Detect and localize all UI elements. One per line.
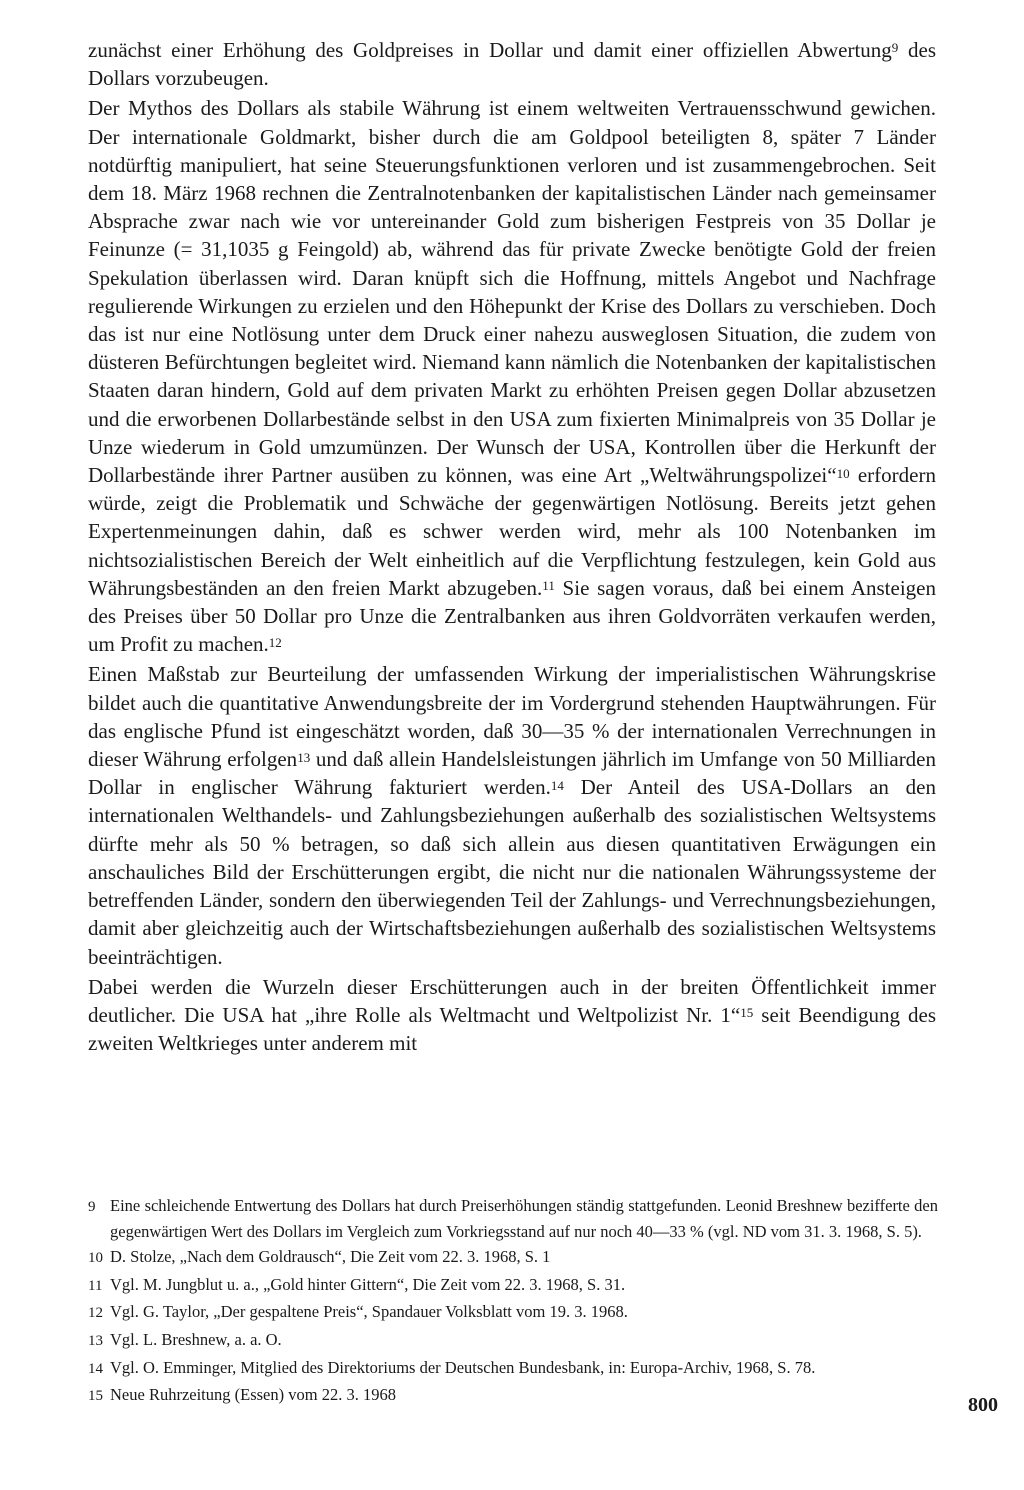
footnote-reference: 9 xyxy=(891,40,899,56)
paragraph xyxy=(88,660,936,970)
text-segment: Dabei werden die Wurzeln dieser Erschütterungen auch in der breiten Öffentlichkeit immer deutlicher. Die USA hat „ihre Rolle als Weltmacht und Weltpolizist Nr. 1“ xyxy=(88,974,936,1027)
footnote-text: Vgl. M. Jungblut u. a., „Gold hinter Gittern“, Die Zeit vom 22. 3. 1968, S. 31. xyxy=(110,1274,626,1294)
footnote-text: Vgl. O. Emminger, Mitglied des Direktoriums der Deutschen Bundesbank, in: Europa-Archiv, 1968, S. 78. xyxy=(110,1357,816,1377)
text-segment: Sie sagen voraus, daß bei einem Ansteigen des Preises über 50 Dollar pro Unze die Zentralbanken aus ihren Goldvorräten verkaufen werden, um Profit zu machen. xyxy=(88,575,936,657)
footnote-text: D. Stolze, „Nach dem Goldrausch“, Die Zeit vom 22. 3. 1968, S. 1 xyxy=(110,1247,551,1267)
footnote xyxy=(88,1356,938,1382)
footnote xyxy=(88,1383,938,1409)
footnote-reference: 12 xyxy=(268,634,282,650)
footnote-number: 9 xyxy=(88,1199,96,1215)
text-segment: Der Anteil des USA-Dollars an den internationalen Welthandels- und Zahlungsbeziehungen außerhalb des sozialistischen Weltsystems dürfte mehr als 50 % betragen, so daß sich allein aus diesen quantitativen Erwägungen ein anschauliches Bild der Erschütterungen ergibt, die nicht nur die nationalen Währungssysteme der betreffenden Länder, sondern den überwiegenden Teil der Zahlungs- und Verrechnungsbeziehungen, damit aber gleichzeitig auch der Wirtschaftsbeziehungen außerhalb des sozialistischen Weltsystems beeinträchtigen. xyxy=(88,775,936,969)
footnote xyxy=(88,1300,938,1326)
footnote xyxy=(88,1328,938,1354)
footnote-number: 12 xyxy=(88,1305,103,1322)
text-segment: zunächst einer Erhöhung des Goldpreises in Dollar und damit einer offiziellen Abwertung xyxy=(88,38,892,62)
footnote xyxy=(88,1245,938,1271)
main-text xyxy=(88,36,936,1059)
footnote-text: Vgl. L. Breshnew, a. a. O. xyxy=(110,1329,282,1349)
footnote-number: 11 xyxy=(88,1277,103,1294)
text-segment: seit Beendigung des zweiten Weltkrieges unter anderem mit xyxy=(88,1002,937,1056)
paragraph xyxy=(88,973,936,1058)
footnote-number: 14 xyxy=(88,1360,103,1377)
footnote-reference: 14 xyxy=(550,777,564,793)
footnote-number: 15 xyxy=(88,1388,103,1405)
footnote-number: 13 xyxy=(88,1332,103,1349)
footnote-reference: 10 xyxy=(836,465,850,481)
text-segment: und daß allein Handelsleistungen jährlich im Umfange von 50 Milliarden Dollar in englischer Währung fakturiert werden. xyxy=(88,747,937,800)
text-segment: des Dollars vorzubeugen. xyxy=(88,38,936,91)
footnote-reference: 11 xyxy=(542,578,555,594)
page-number: 800 xyxy=(968,1394,998,1416)
text-segment: Der Mythos des Dollars als stabile Währung ist einem weltweiten Vertrauensschwund gewichen. Der internationale Goldmarkt, bisher durch die am Goldpool beteiligten 8, später 7 Länder notdürftig manipuliert, hat seine Steuerungsfunktionen verloren und ist zusammengebrochen. Seit dem 18. März 1968 rechnen die Zentralnotenbanken der kapitalistischen Länder nach gemeinsamer Absprache zwar nach wie vor untereinander Gold zum bisherigen Festpreis von 35 Dollar je Feinunze (= 31,1035 g Feingold) ab, während das für private Zwecke benötigte Gold der freien Spekulation überlassen wird. Daran knüpft sich die Hoffnung, mittels Angebot und Nachfrage regulierende Wirkungen zu erzielen und den Höhepunkt der Krise des Dollars zu verschieben. Doch das ist nur eine Notlösung unter dem Druck einer nahezu ausweglosen Situation, die zudem von düsteren Befürchtungen begleitet wird. Niemand kann nämlich die Notenbanken der kapitalistischen Staaten daran hindern, Gold auf dem privaten Markt zu erhöhten Preisen gegen Dollar abzusetzen und die erworbenen Dollarbestände selbst in den USA zum fixierten Minimalpreis von 35 Dollar je Unze wiederum in Gold umzumünzen. Der Wunsch der USA, Kontrollen über die Herkunft der Dollarbestände ihrer Partner ausüben zu können, was eine Art „Weltwährungspolizei“ xyxy=(88,96,936,488)
footnote-text: Eine schleichende Entwertung des Dollars hat durch Preiserhöhungen ständig stattgefunden. Leonid Breshnew bezifferte den gegenwärtigen Wert des Dollars im Vergleich zum Vorkriegsstand auf nur noch 40—33 % (vgl. ND vom 31. 3. 1968, S. 5). xyxy=(110,1196,938,1241)
footnote-text: Vgl. G. Taylor, „Der gespaltene Preis“, Spandauer Volksblatt vom 19. 3. 1968. xyxy=(110,1302,628,1322)
footnote xyxy=(88,1273,938,1299)
footnote-reference: 13 xyxy=(297,749,311,765)
paragraph xyxy=(88,94,936,658)
footnote-text: Neue Ruhrzeitung (Essen) vom 22. 3. 1968 xyxy=(110,1385,396,1405)
footnote xyxy=(88,1194,938,1243)
text-segment: Einen Maßstab zur Beurteilung der umfassenden Wirkung der imperialistischen Währungskrise bildet auch die quantitative Anwendungsbreite der im Vordergrund stehenden Hauptwährungen. Für das englische Pfund ist eingeschätzt worden, daß 30—35 % der internationalen Verrechnungen in dieser Währung erfolgen xyxy=(88,662,936,772)
text-segment: erfordern würde, zeigt die Problematik und Schwäche der gegenwärtigen Notlösung. Bereits jetzt gehen Expertenmeinungen dahin, daß es schwer werden wird, mehr als 100 Notenbanken im nichtsozialistischen Bereich der Welt einheitlich auf die Verpflichtung festzulegen, kein Gold aus Währungsbeständen an den freien Markt abzugeben. xyxy=(88,463,936,600)
footnote-number: 10 xyxy=(88,1250,103,1267)
footnote-reference: 15 xyxy=(740,1005,754,1021)
footnotes xyxy=(88,1194,938,1411)
paragraph xyxy=(88,36,936,92)
